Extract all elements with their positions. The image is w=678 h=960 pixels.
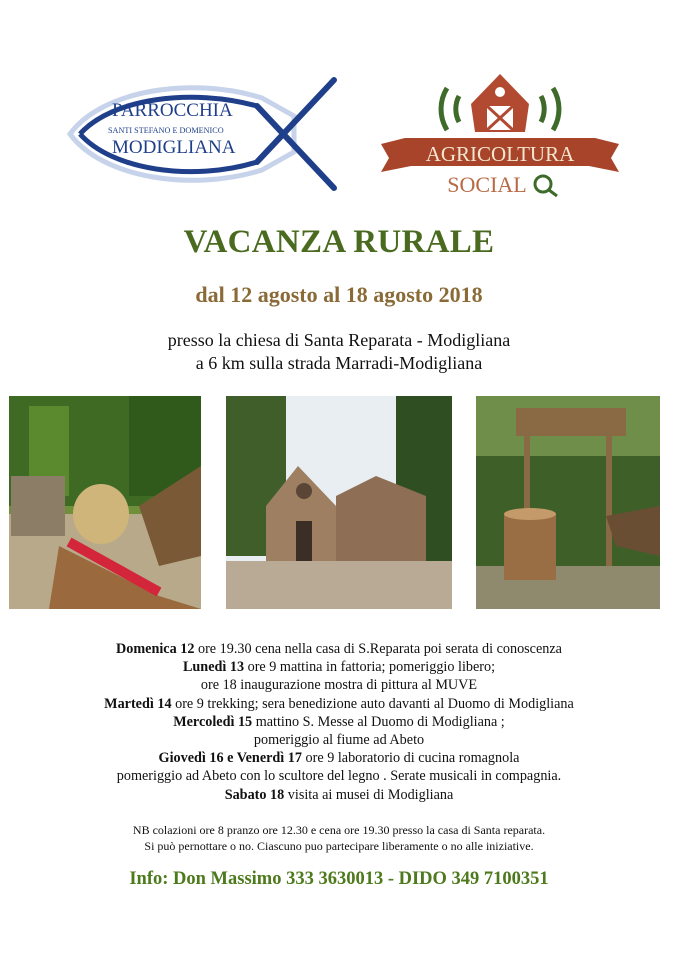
barn-icon — [375, 68, 625, 203]
parish-logo-line3: MODIGLIANA — [112, 137, 236, 158]
fish-icon — [62, 70, 347, 200]
program-text: mattino S. Messe al Duomo di Modigliana ; — [252, 713, 505, 730]
program-text: ore 19.30 cena nella casa di S.Reparata poi serata di conoscenza — [194, 641, 562, 657]
program-line — [0, 695, 678, 713]
program-line — [0, 786, 678, 804]
program-text: pomeriggio ad Abeto con lo scultore del legno . Serate musicali in compagnia. — [116, 768, 562, 785]
program-line — [0, 731, 678, 749]
program-text: visita ai musei di Modigliana — [284, 786, 454, 803]
notes-line-2: Si può pernottare o no. Ciascuno puo partecipare liberamente o no alle iniziative. — [144, 839, 534, 853]
program-line — [0, 658, 678, 676]
parish-logo-line1: PARROCCHIA — [112, 100, 233, 121]
location-line-2: a 6 km sulla strada Marradi-Modigliana — [195, 353, 483, 373]
program-day: Lunedì 13 — [182, 659, 245, 676]
program-text: pomeriggio al fiume ad Abeto — [253, 732, 425, 749]
program-text: ore 9 mattina in fattoria; pomeriggio libero; — [244, 659, 496, 676]
program-line — [0, 749, 678, 767]
location-line-1: presso la chiesa di Santa Reparata - Modigliana — [167, 330, 511, 350]
program-text: ore 18 inaugurazione mostra di pittura al MUVE — [200, 677, 478, 694]
leaf-icon — [535, 176, 551, 192]
page-title: VACANZA RURALE — [183, 224, 495, 260]
program-day: Domenica 12 — [116, 641, 195, 657]
program-text: ore 9 trekking; sera benedizione auto davanti al Duomo di Modigliana — [171, 695, 574, 712]
photo-wooden-sign-sculpture — [476, 396, 660, 609]
program-day: Mercoledì 15 — [173, 713, 253, 730]
parish-logo — [62, 70, 347, 200]
notes — [0, 822, 678, 854]
program-text: ore 9 laboratorio di cucina romagnola — [301, 750, 520, 767]
photo-hay-bale-garden — [9, 396, 201, 609]
program-line — [0, 713, 678, 731]
program-line — [0, 676, 678, 694]
program-line — [0, 640, 678, 658]
program-day: Sabato 18 — [224, 786, 285, 803]
contact-info: Info: Don Massimo 333 3630013 - DIDO 349 7100351 — [129, 869, 549, 889]
parish-logo-line2: SANTI STEFANO E DOMENICO — [108, 126, 224, 135]
program-day: Giovedì 16 e Venerdì 17 — [158, 750, 302, 767]
program-day: Martedì 14 — [104, 695, 172, 712]
agri-logo-line1: AGRICOLTURA — [425, 142, 575, 166]
notes-line-1: NB colazioni ore 8 pranzo ore 12.30 e cena ore 19.30 presso la casa di Santa reparata. — [132, 823, 546, 837]
agri-logo-line2: SOCIAL — [447, 172, 527, 197]
event-dates: dal 12 agosto al 18 agosto 2018 — [195, 282, 483, 307]
agricoltura-sociale-logo — [375, 68, 625, 203]
program-line — [0, 767, 678, 785]
photo-santa-reparata-church — [226, 396, 452, 609]
program-list — [0, 640, 678, 804]
